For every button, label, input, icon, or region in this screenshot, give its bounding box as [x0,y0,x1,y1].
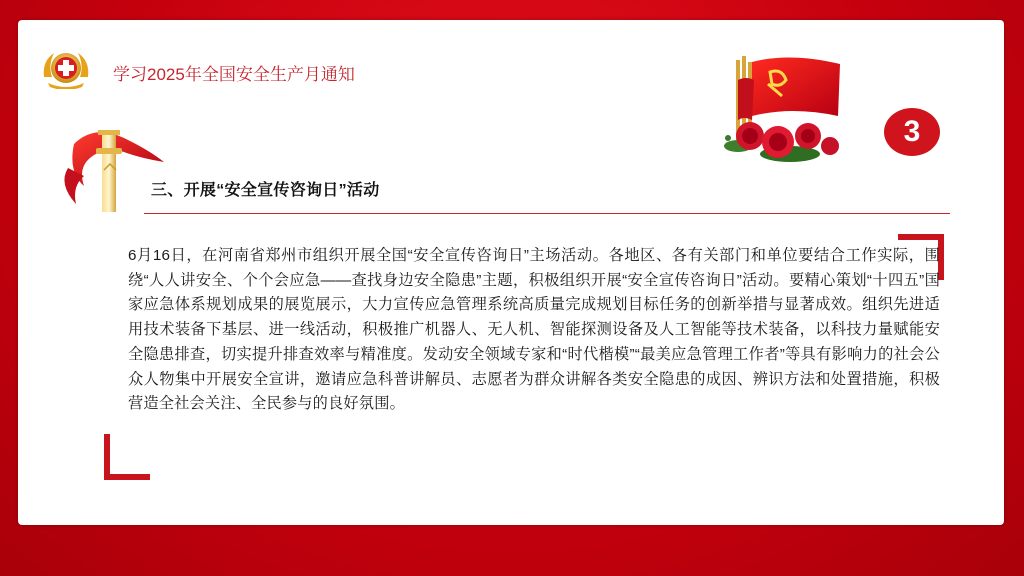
party-flag-peony-icon [720,50,848,166]
corner-bracket-bottom-left [104,434,150,480]
safety-emblem-icon [40,47,92,89]
section-number-badge: 3 [884,108,940,156]
body-paragraph: 6月16日，在河南省郑州市组织开展全国“安全宣传咨询日”主场活动。各地区、各有关部门和单位要结合工作实际，围绕“人人讲安全、个个会应急——查找身边安全隐患”主题，积极组织开展“安全宣传咨询日”活动。要精心策划“十四五”国家应急体系规划成果的展览展示，大力宣传应急管理系统高质量完成规划目标任务的创新举措与显著成效。组织先进适用技术装备下基层、进一线活动，积极推广机器人、无人机、智能探测设备及人工智能等技术装备，以科技力量赋能安全隐患排查，切实提升排查效率与精准度。发动安全领域专家和“时代楷模”“最美应急管理工作者”等具有影响力的社会公众人物集中开展安全宣讲，邀请应急科普讲解员、志愿者为群众讲解各类安全隐患的成因、辨识方法和处置措施，积极营造全社会关注、全民参与的良好氛围。 [128,247,940,413]
slide-card [18,20,1004,525]
heading-underline [144,213,950,214]
torch-ribbon-icon [54,124,166,216]
page-title: 学习2025年全国安全生产月通知 [113,65,355,84]
section-heading: 三、开展“安全宣传咨询日”活动 [151,182,380,199]
